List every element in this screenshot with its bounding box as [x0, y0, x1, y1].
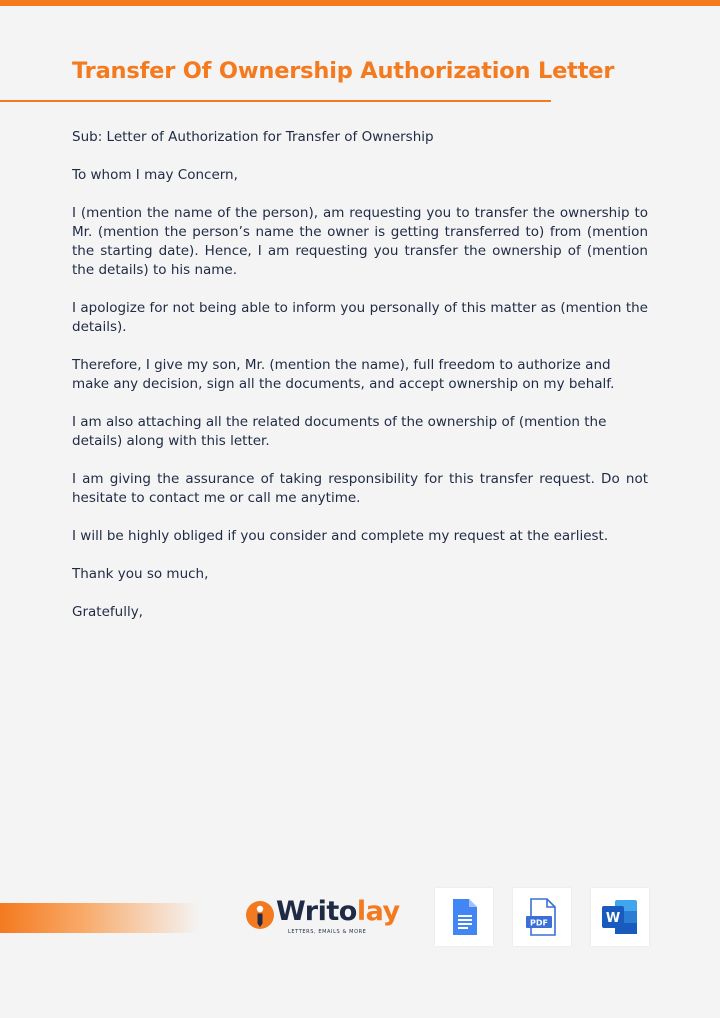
letter-paragraph: I am giving the assurance of taking responsibility for this transfer request. Do not hesitate to contact me or call me anytime. — [72, 471, 648, 506]
word-label: W — [605, 911, 621, 926]
pdf-label: PDF — [530, 918, 548, 928]
google-docs-icon — [435, 888, 493, 946]
logo-wordmark — [276, 896, 400, 927]
logo-tagline: LETTERS, EMAILS & MORE — [288, 929, 367, 935]
pdf-download-button[interactable] — [513, 888, 571, 946]
logo-text-accent: lay — [356, 896, 400, 927]
word-file-icon — [591, 888, 649, 946]
title-underline — [0, 100, 551, 102]
letter-body — [72, 128, 648, 641]
letter-subject: Sub: Letter of Authorization for Transfer of Ownership — [72, 129, 434, 145]
logo-text-dark: Writo — [276, 896, 357, 927]
writolay-logo[interactable] — [246, 898, 411, 940]
letter-salutation: To whom I may Concern, — [72, 167, 238, 183]
pdf-file-icon — [513, 888, 571, 946]
letter-closing-thanks: Thank you so much, — [72, 566, 209, 582]
letter-paragraph: I will be highly obliged if you consider and complete my request at the earliest. — [72, 528, 609, 544]
letter-closing-sign: Gratefully, — [72, 604, 143, 620]
pencil-icon — [246, 901, 274, 929]
google-docs-download-button[interactable] — [435, 888, 493, 946]
letter-paragraph: I apologize for not being able to inform you personally of this matter as (mention the details). — [72, 300, 648, 335]
top-accent-bar — [0, 0, 720, 6]
document-title: Transfer Of Ownership Authorization Letter — [72, 58, 615, 84]
footer-accent-gradient — [0, 903, 200, 933]
letter-paragraph: I am also attaching all the related documents of the ownership of (mention the details) along with this letter. — [72, 414, 607, 449]
letter-paragraph: Therefore, I give my son, Mr. (mention the name), full freedom to authorize and make any decision, sign all the documents, and accept ownership on my behalf. — [72, 357, 615, 392]
letter-paragraph: I (mention the name of the person), am requesting you to transfer the ownership to Mr. (mention the person’s name the owner is getting transferred to) from (mention the starting date). Hence, I am requesting you transfer the ownership of (mention the details) to his name. — [72, 205, 648, 278]
word-download-button[interactable] — [591, 888, 649, 946]
